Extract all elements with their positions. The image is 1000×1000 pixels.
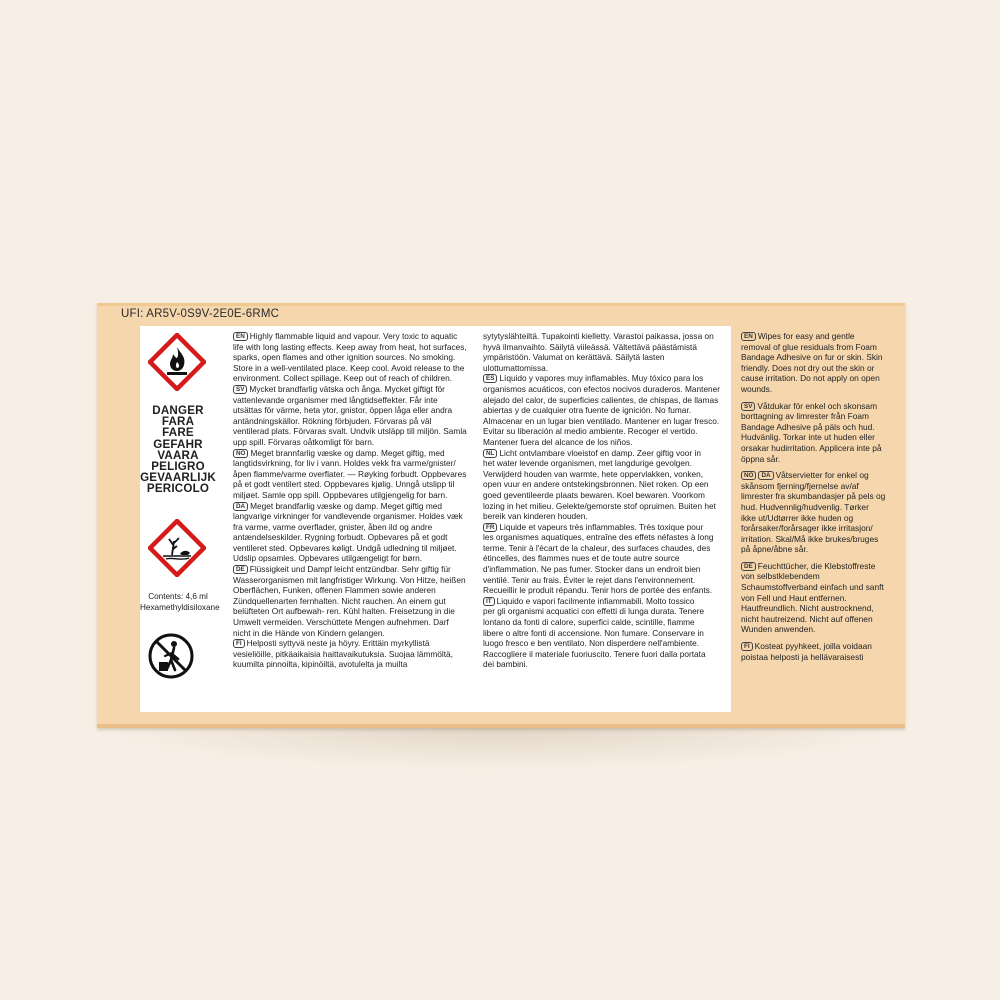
warning-line	[483, 585, 723, 596]
warning-line	[483, 479, 723, 490]
warning-text: Líquido y vapores muy inflamables. Muy tóxico para los	[499, 373, 704, 384]
warning-text: open vuur en andere ontstekingsbronnen. Niet roken. Op een	[483, 479, 709, 490]
warning-line	[483, 501, 723, 512]
signal-word: VAARA	[157, 448, 199, 462]
box-top-edge	[97, 303, 905, 306]
warning-line	[233, 638, 473, 649]
description-line	[741, 331, 901, 342]
warning-line	[233, 628, 473, 639]
warning-line	[483, 649, 723, 660]
warning-text: utsättas för värme, heta ytor, gnistor, öppen låga eller andra	[233, 405, 453, 416]
warning-text: bereik van kinderen houden.	[483, 511, 588, 522]
description-line	[741, 523, 901, 534]
warning-text: fra varme, varme overflader, gnister, åben ild og andre	[233, 521, 433, 532]
warning-line	[483, 628, 723, 639]
language-tag: EN	[233, 332, 248, 341]
description-text: Bandage Adhesive på päls och hud.	[741, 421, 875, 432]
language-tag: FR	[483, 523, 497, 532]
warning-line	[483, 490, 723, 501]
warning-line	[233, 659, 473, 670]
language-tag: SV	[233, 385, 247, 394]
language-tag: DE	[741, 562, 756, 571]
flame-pictogram-icon	[148, 333, 206, 391]
description-text: Hudvänlig. Torkar inte ut huden eller	[741, 432, 875, 443]
language-tag: DA	[233, 502, 248, 511]
language-tag: NO	[741, 471, 756, 480]
warning-line	[483, 405, 723, 416]
signal-word: GEFAHR	[153, 437, 203, 451]
description-text: Hautfreundlich. Nicht austrocknend,	[741, 603, 874, 614]
description-text: nicht hautreizend. Nicht auf offenen	[741, 613, 873, 624]
warning-text: Umwelt vermeiden. Verschüttete Mengen aufnehmen. Darf	[233, 617, 449, 628]
contents-volume: Contents: 4,6 ml	[148, 592, 208, 601]
environment-pictogram-icon	[148, 519, 206, 577]
description-line	[741, 411, 901, 422]
warning-text: lozing in het milieu. Gelekte/gemorste stof opruimen. Buiten het	[483, 500, 716, 511]
signal-word: PERICOLO	[146, 482, 210, 496]
signal-word: DANGER	[152, 404, 204, 417]
warning-text: sparks, open flames and other ignition sources. No smoking.	[233, 352, 456, 363]
warning-text: vattenlevande organismer med långtidseffekter. Får inte	[233, 394, 438, 405]
box-shadow	[94, 728, 910, 770]
warning-text: Recueillir le produit répandu. Tenir hors de portée des enfants.	[483, 585, 713, 596]
description-line	[741, 422, 901, 433]
warning-text: Meget brannfarlig væske og damp. Meget giftig, med	[250, 447, 445, 458]
description-text: borttagning av limrester från Foam	[741, 411, 870, 422]
ufi-code: UFI: AR5V-0S9V-2E0E-6RMC	[121, 308, 280, 320]
signal-words	[140, 405, 216, 495]
warning-text: Almacenar en un lugar bien ventilado. Mantener en lugar fresco.	[483, 415, 720, 426]
signal-word: FARA	[161, 415, 195, 429]
warning-text: per gli organismi acquatici con effetti di lunga durata. Tenere	[483, 606, 705, 617]
warning-line	[483, 437, 723, 448]
warning-text: Meget brandfarlig væske og damp. Meget giftig med	[250, 500, 442, 511]
warning-line	[233, 649, 473, 660]
description-line	[741, 432, 901, 443]
warning-text: antændelseskilder. Rygning forbudt. Opbevares på et godt	[233, 532, 448, 543]
description-text: wounds.	[741, 383, 773, 394]
warning-line	[483, 448, 723, 459]
warning-text: langtidsvirkning, for liv i vann. Holdes vekk fra varme/gnister/	[233, 458, 456, 469]
description-line	[741, 454, 901, 465]
warning-line	[483, 331, 723, 342]
description-text: på åpne/åbne sår.	[741, 544, 809, 555]
description-line	[741, 502, 901, 513]
warning-text: Store in a well-ventilated place. Keep cool. Avoid release to the	[233, 362, 465, 373]
warning-line	[483, 373, 723, 384]
description-paragraph	[741, 331, 901, 395]
contents-substance: Hexamethyldisiloxane	[140, 603, 220, 612]
language-tag: NL	[483, 449, 497, 458]
warning-line	[483, 469, 723, 480]
warning-line	[233, 532, 473, 543]
description-text: friendly. Does not dry out the skin or	[741, 362, 875, 373]
description-text: Wipes for easy and gentle	[757, 331, 855, 341]
warning-line	[483, 617, 723, 628]
description-line	[741, 401, 901, 412]
warnings-column-2	[483, 331, 723, 670]
warning-line	[233, 553, 473, 564]
warning-line	[483, 553, 723, 564]
warning-text: organismos acuáticos, con efectos nocivos duraderos. Mantener	[483, 383, 721, 394]
description-text: poistaa helposti ja hellävaraisesti	[741, 651, 864, 662]
warning-line	[483, 564, 723, 575]
warning-line	[233, 522, 473, 533]
warning-text: hyvä ilmanvaihto. Säilytä viileässä. Vältettävä päästämistä	[483, 341, 697, 352]
warning-line	[483, 596, 723, 607]
warning-text: Highly flammable liquid and vapour. Very toxic to aquatic	[249, 331, 458, 341]
description-line	[741, 652, 901, 663]
description-text: limrester fra skumbandasjer på pels og	[741, 491, 886, 502]
warning-text: terme. Tenir à l'écart de la chaleur, des surfaces chaudes, des	[483, 542, 711, 553]
warning-text: Raccogliere il materiale fuoriuscito. Tenere fuori dalla portata	[483, 648, 706, 659]
warning-line	[233, 352, 473, 363]
warning-text: d'inflammation. Ne pas fumer. Stocker dans un endroit bien	[483, 564, 701, 575]
warning-text: abiertas y de cualquier otra fuente de ignición. No fumar.	[483, 405, 692, 416]
description-line	[741, 491, 901, 502]
warning-line	[233, 479, 473, 490]
warning-line	[233, 405, 473, 416]
description-text: ikke ut/Udtørrer ikke huden og	[741, 512, 854, 523]
description-text: forårsaker/forårsager ikke irritasjon/	[741, 523, 873, 534]
warning-line	[233, 469, 473, 480]
warning-text: nicht in die Hände von Kindern gelangen.	[233, 627, 385, 638]
warning-line	[483, 395, 723, 406]
warning-line	[233, 606, 473, 617]
language-tag: ES	[483, 374, 497, 383]
language-tag: DE	[233, 565, 248, 574]
warning-text: kuumilta pinnoilta, kipinöiltä, avotulelta ja muilta	[233, 659, 408, 670]
description-line	[741, 571, 901, 582]
description-line	[741, 534, 901, 545]
warning-line	[233, 501, 473, 512]
warning-line	[483, 352, 723, 363]
language-tag: FI	[233, 639, 245, 648]
warning-text: étincelles, des flammes nues et de toute autre source	[483, 553, 680, 564]
signal-word: PELIGRO	[151, 460, 205, 474]
warning-text: luogo fresco e ben ventilato. Non disperdere nell'ambiente.	[483, 638, 700, 649]
warning-line	[233, 426, 473, 437]
warning-line	[233, 331, 473, 342]
warning-line	[233, 585, 473, 596]
warning-text: ulottumattomissa.	[483, 362, 549, 373]
warning-line	[233, 511, 473, 522]
description-line	[741, 603, 901, 614]
language-tag: SV	[741, 402, 755, 411]
warning-text: langvarige virkninger for vandlevende organismer. Holdes væk	[233, 511, 463, 522]
warning-line	[233, 575, 473, 586]
description-line	[741, 641, 901, 652]
warning-text: environment. Collect spillage. Keep out of reach of children.	[233, 373, 453, 384]
contents-info	[140, 591, 220, 613]
warning-text: het water levende organismen, met langdurige gevolgen.	[483, 458, 692, 469]
description-line	[741, 470, 901, 481]
warning-line	[233, 384, 473, 395]
warning-text: Licht ontvlambare vloeistof en damp. Zeer giftig voor in	[499, 447, 701, 458]
description-paragraph	[741, 401, 901, 465]
description-line	[741, 363, 901, 374]
warning-line	[483, 532, 723, 543]
warning-text: life with long lasting effects. Keep away from heat, hot surfaces,	[233, 341, 467, 352]
warning-line	[483, 342, 723, 353]
warning-line	[233, 416, 473, 427]
description-line	[741, 352, 901, 363]
warning-text: antändningskällor. Rökning förbjuden. Förvaras på väl	[233, 415, 432, 426]
warning-text: vesieliöille, pitkäaikaisia haittavaikutuksia. Suojaa lämmöltä,	[233, 648, 453, 659]
warning-text: ventilerad plats. Förvaras svalt. Undvik utsläpp till miljön. Samla	[233, 426, 467, 437]
language-tag: IT	[483, 597, 495, 606]
warning-text: Liquido e vapori facilmente infiammabili. Molto tossico	[496, 595, 695, 606]
warning-text: ventilé. Tenir au frais. Éviter le rejet dans l'environnement.	[483, 574, 696, 585]
description-text: skånsom fjerning/fjernelse av/af	[741, 480, 859, 491]
warning-text: les organismes aquatiques, entraîne des effets néfastes à long	[483, 532, 714, 543]
no-litter-icon	[147, 632, 195, 680]
warning-line	[483, 606, 723, 617]
warning-line	[233, 342, 473, 353]
description-text: hud. Hudvennlig/hudvenlig. Tørker	[741, 501, 869, 512]
warning-line	[233, 448, 473, 459]
warning-line	[483, 511, 723, 522]
description-text: Wunden anwenden.	[741, 624, 816, 635]
warning-line	[483, 363, 723, 374]
warning-text: miljøet. Samle opp spill. Oppbevares utilgjengelig for barn.	[233, 489, 448, 500]
warning-text: Liquide et vapeurs très inflammables. Très toxique pour	[499, 521, 704, 532]
warning-text: Wasserorganismen mit langfristiger Wirkung. Von Hitze, heißen	[233, 574, 466, 585]
description-line	[741, 384, 901, 395]
description-text: Feuchttücher, die Klebstoffreste	[757, 560, 876, 571]
description-line	[741, 561, 901, 572]
warning-text: Udslip opsamles. Opbevares utilgængeligt for børn.	[233, 553, 423, 564]
description-paragraph	[741, 470, 901, 555]
warning-line	[483, 575, 723, 586]
warning-text: Verwijderd houden van warmte, hete oppervlakken, vonken,	[483, 468, 704, 479]
description-line	[741, 443, 901, 454]
description-line	[741, 544, 901, 555]
warning-text: belüfteten Ort aufbewah- ren. Kühl halten. Freisetzung in die	[233, 606, 455, 617]
description-text: öppna sår.	[741, 453, 781, 464]
description-text: von Fell und Haut entfernen.	[741, 592, 847, 603]
warning-text: dei bambini.	[483, 659, 528, 670]
description-text: Kosteat pyyhkeet, joilla voidaan	[754, 641, 872, 652]
description-text: Schaumstoffverband einfach und sanft	[741, 582, 884, 593]
description-text: cause irritation. Do not apply on open	[741, 373, 880, 384]
warning-line	[233, 564, 473, 575]
description-text: orsakar hudirritation. Applicera inte på	[741, 442, 882, 453]
warning-line	[233, 543, 473, 554]
language-tag: FI	[741, 642, 753, 651]
warning-line	[233, 617, 473, 628]
warning-line	[483, 522, 723, 533]
warning-text: upp spill. Förvaras oåtkomligt för barn.	[233, 436, 375, 447]
warning-text: på et godt ventilert sted. Oppbevares kjølig. Unngå utslipp til	[233, 479, 455, 490]
warning-text: Helposti syttyvä neste ja höyry. Erittäin myrkyllistä	[246, 638, 430, 649]
description-text: Våtdukar för enkel och skonsam	[757, 400, 878, 411]
warning-text: Oberflächen, Funken, offenen Flammen sowie anderen	[233, 585, 436, 596]
warning-line	[483, 638, 723, 649]
warning-text: åpen flamme/varme overflater. — Røyking forbudt. Oppbevares	[233, 468, 467, 479]
warning-line	[483, 458, 723, 469]
warning-text: libere o altre fonti di accensione. Non fumare. Conservare in	[483, 627, 704, 638]
description-line	[741, 614, 901, 625]
warning-text: lontano da fonti di calore, superfici calde, scintille, fiamme	[483, 617, 695, 628]
warning-line	[233, 395, 473, 406]
language-tag: NO	[233, 449, 248, 458]
product-description-column	[741, 331, 901, 668]
description-line	[741, 481, 901, 492]
language-tag: DA	[758, 471, 773, 480]
warning-line	[483, 543, 723, 554]
description-text: von selbstklebendem	[741, 571, 820, 582]
warning-text: Evitar su liberación al medio ambiente. Recoger el vertido.	[483, 426, 698, 437]
description-paragraph	[741, 561, 901, 635]
description-text: removal of glue residuals from Foam	[741, 341, 877, 352]
warning-line	[233, 596, 473, 607]
description-line	[741, 373, 901, 384]
description-text: Bandage Adhesive on fur or skin. Skin	[741, 352, 883, 363]
warning-text: Mantener fuera del alcance de los niños.	[483, 436, 633, 447]
description-line	[741, 593, 901, 604]
warning-line	[233, 363, 473, 374]
warning-text: sytytyslähteiltä. Tupakointi kielletty. Varastoi paikassa, jossa on	[483, 331, 714, 341]
description-paragraph	[741, 641, 901, 662]
description-line	[741, 624, 901, 635]
signal-word: GEVAARLIJK	[140, 471, 216, 485]
warning-text: ympäristöön. Valumat on kerättävä. Säilytä lasten	[483, 352, 665, 363]
warning-line	[483, 416, 723, 427]
description-text: Våtservietter for enkel og	[775, 470, 869, 481]
description-text: irritation. Skal/Må ikke brukes/bruges	[741, 533, 879, 544]
signal-word: FARE	[162, 426, 194, 440]
warning-line	[233, 458, 473, 469]
language-tag: EN	[741, 332, 756, 341]
description-line	[741, 582, 901, 593]
warning-line	[233, 373, 473, 384]
box-bottom-edge	[97, 724, 905, 728]
warning-line	[233, 437, 473, 448]
warning-text: alejado del calor, de superficies calientes, de chispas, de llamas	[483, 394, 719, 405]
warning-text: Zündquellenarten fernhalten. Nicht rauchen. An einem gut	[233, 595, 446, 606]
warning-text: Flüssigkeit und Dampf leicht entzündbar. Sehr giftig für	[249, 564, 451, 575]
warning-text: Mycket brandfarlig vätska och ånga. Mycket giftigt för	[249, 383, 445, 394]
warning-line	[483, 384, 723, 395]
warning-line	[233, 490, 473, 501]
description-line	[741, 342, 901, 353]
warning-line	[483, 426, 723, 437]
warnings-column-1	[233, 331, 473, 670]
warning-line	[483, 659, 723, 670]
warning-text: goed geventileerde plaats bewaren. Koel bewaren. Voorkom	[483, 489, 705, 500]
description-line	[741, 513, 901, 524]
warning-text: ventileret sted. Opbevares køligt. Undgå udledning til miljøet.	[233, 542, 457, 553]
